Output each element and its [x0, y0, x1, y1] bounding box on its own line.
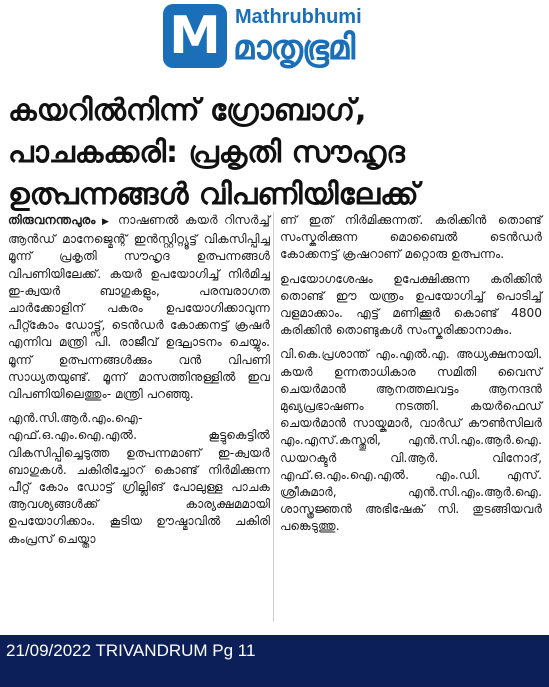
footer-edition-date: 21/09/2022 TRIVANDRUM Pg 11 [6, 641, 256, 660]
article-paragraph [8, 212, 270, 403]
article-paragraph: ഉപയോഗശേഷം ഉപേക്ഷിക്കുന്ന കരിക്കിൻ തൊണ്ട് ഈ യന്ത്രം ഉപയോഗിച്ച് പൊടിച്ച് വളമാക്കാം. എട്ട് മണിക്കൂർ കൊണ്ട് 4800 കരിക്കിൻ തൊണ്ടുകൾ സംസ്കരിക്കാനാകും. [280, 271, 542, 338]
headline-line-3: ഉത്പന്നങ്ങൾ വിപണിയിലേക്ക് [8, 177, 419, 212]
column-divider [273, 212, 274, 622]
logo-letter: M [169, 6, 221, 66]
masthead-logo [163, 4, 443, 78]
paragraph-text: നാഷണൽ കയർ റിസർച്ച് ആൻഡ് മാനേജ്മെന്റ് ഇൻസ്റ്റിറ്റ്യൂട്ട് വികസിപ്പിച്ച മൂന്ന് പ്രകൃതി സൗഹൃദ ഉത്പന്നങ്ങൾ വിപണിയിലേക്ക്. കയർ ഉപയോഗിച്ച് നിർമിച്ച ഇ-ക്വയർ ബാഗുകളും, പരമ്പരാഗത ചാർക്കോളിന് പകരം ഉപയോഗിക്കാവുന്ന പീറ്റ്കോം ഡോട്ട്സ്, ടെൻഡർ കോക്കനട്ട് ക്രഷർ എന്നിവ മന്ത്രി പി. രാജീവ് ഉദ്ഘാടനം ചെയ്യും. മൂന്ന് ഉത്പന്നങ്ങൾക്കും വൻ വിപണി സാധ്യതയുണ്ട്. മൂന്ന് മാസത്തിനുള്ളിൽ ഇവ വിപണിയിലെത്തും- മന്ത്രി പറഞ്ഞു. [8, 213, 271, 402]
logo-name-malayalam: മാതൃഭൂമി [233, 28, 355, 68]
headline [8, 90, 543, 216]
article-paragraph: ണ് ഇത് നിർമിക്കുന്നത്. കരിക്കിൻ തൊണ്ട് സംസ്കരിക്കുന്ന മൊബൈൽ ടെൻഡർ കോക്കനട്ട് ക്രഷറാണ് മറ്റൊരു ഉത്പന്നം. [280, 213, 542, 262]
logo-name-english: Mathrubhumi [235, 6, 362, 28]
logo-badge [163, 4, 227, 68]
footer-bar [0, 635, 549, 687]
article-column-left [8, 212, 270, 555]
article-column-right [280, 212, 542, 543]
article-paragraph: എൻ.സി.ആർ.എം.ഐ-എഫ്.ഒ.എം.ഐ.എൽ. കൂട്ടുകെട്ടിൽ വികസിപ്പിച്ചെടുത്ത ഉത്പന്നമാണ് ഇ-ക്വയർ ബാഗുകൾ. ചകിരിച്ചോറ് കൊണ്ട് നിർമിക്കുന്ന പീറ്റ് കോം ഡോട്ട് ഗ്രില്ലിങ് പോലുള്ള പാചക ആവശ്യങ്ങൾക്ക് കാര്യക്ഷമമായി ഉപയോഗിക്കാം. കൂടിയ ഊഷ്മാവിൽ ചകിരി കംപ്രസ് ചെയ്താ [8, 411, 270, 546]
article-paragraph: വി.കെ.പ്രശാന്ത് എം.എൽ.എ. അധ്യക്ഷനായി. കയർ ഉന്നതാധികാര സമിതി വൈസ് ചെയർമാൻ ആനത്തലവട്ടം ആനന്ദൻ മുഖ്യപ്രഭാഷണം നടത്തി. കയർഫെഡ് ചെയർമാൻ സായ്കുമാർ, വാർഡ് കൗൺസിലർ എം.എസ്.കസ്തൂരി, എൻ.സി.എം.ആർ.ഐ. ഡയറക്ടർ വി.ആർ. വിനോദ്, എഫ്.ഒ.എം.ഐ.എൽ. എം.ഡി. എസ്. ശ്രീകുമാർ, എൻ.സി.എം.ആർ.ഐ. ശാസ്ത്രജ്ഞൻ അഭിഷേക് സി. തുടങ്ങിയവർ പങ്കെടുത്തു. [280, 347, 542, 534]
dateline-arrow-icon: ▶ [101, 217, 112, 227]
headline-line-1: കയറിൽനിന്ന് ഗ്രോബാഗ്, [8, 93, 367, 128]
dateline: തിരുവനന്തപുരം [8, 213, 96, 227]
headline-line-2: പാചകക്കരി: പ്രകൃതി സൗഹൃദ [8, 135, 405, 170]
